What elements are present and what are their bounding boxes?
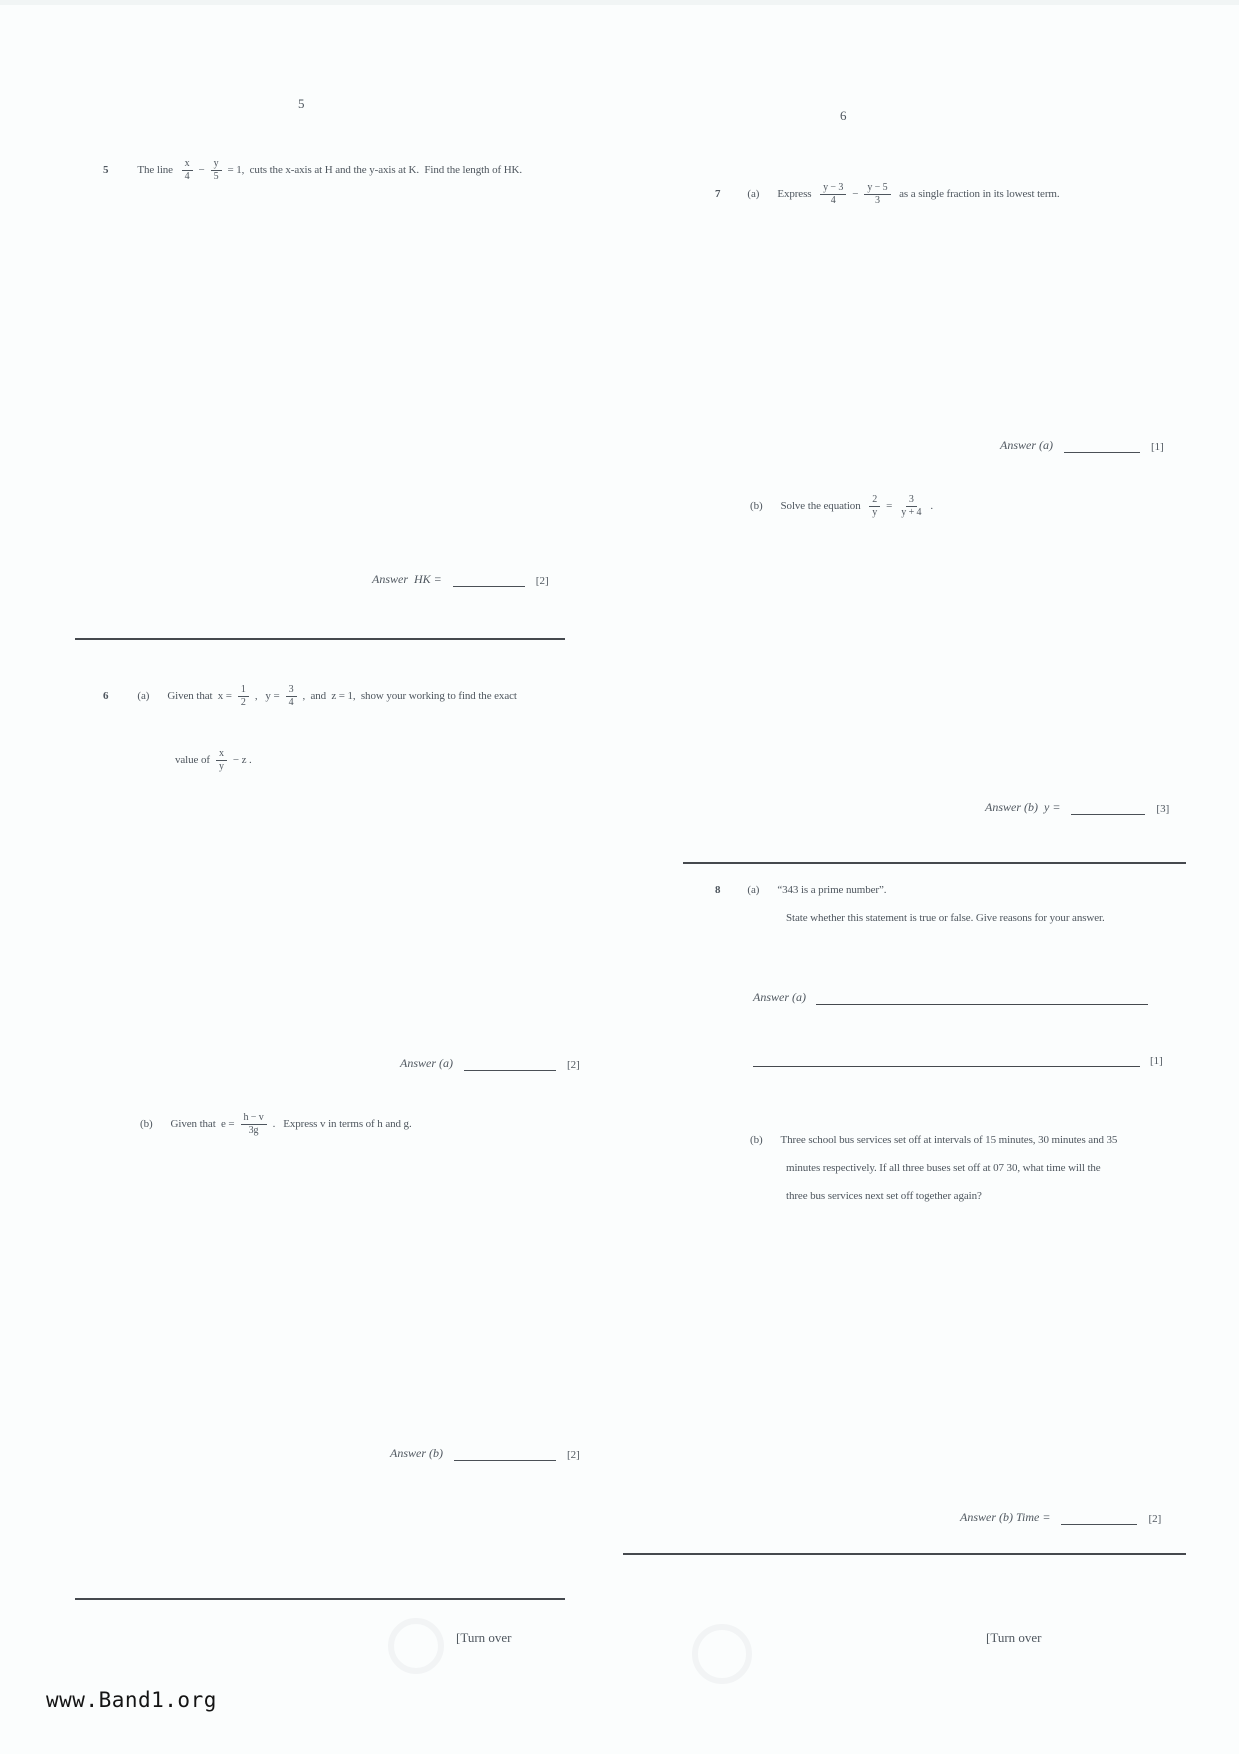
fraction-numerator: 3 xyxy=(906,494,917,507)
question-6a-text: value of xyxy=(175,754,210,766)
question-6-number: 6 xyxy=(103,690,109,702)
fraction-denominator: 3 xyxy=(874,194,880,206)
question-7a-text: Express xyxy=(777,188,815,200)
answer-label: Answer (b) Time = xyxy=(960,1510,1051,1524)
section-divider xyxy=(683,862,1186,864)
marks-badge: [2] xyxy=(535,575,549,587)
answer-label: Answer (a) xyxy=(400,1056,453,1070)
scan-artifact-ring xyxy=(692,1624,752,1684)
answer-row-q6b xyxy=(390,1446,580,1461)
answer-label: Answer (a) xyxy=(753,990,806,1004)
turn-over-label: [Turn over xyxy=(986,1630,1042,1645)
fraction xyxy=(286,684,297,708)
answer-blank xyxy=(454,1446,556,1461)
minus-operator: − xyxy=(198,164,205,176)
watermark: www.Band1.org xyxy=(46,1688,217,1712)
fraction-denominator: 4 xyxy=(288,696,294,708)
answer-row-q6a xyxy=(400,1056,580,1071)
marks-badge: [3] xyxy=(1156,803,1170,815)
question-6a-text: , and z = 1, show your working to find the exact xyxy=(302,690,517,702)
question-7b xyxy=(750,494,933,518)
fraction xyxy=(216,748,227,772)
fraction xyxy=(864,182,890,206)
question-8b-line3: three bus services next set off together again? xyxy=(786,1190,982,1202)
answer-blank xyxy=(1061,1510,1137,1525)
fraction-numerator: 3 xyxy=(286,684,297,697)
answer-row-q8b xyxy=(960,1510,1161,1525)
fraction-numerator: 2 xyxy=(869,494,880,507)
fraction-numerator: 1 xyxy=(238,684,249,697)
fraction-denominator: 4 xyxy=(184,170,190,182)
question-6b xyxy=(140,1112,412,1136)
answer-label: Answer (b) xyxy=(390,1446,443,1460)
marks-badge: [1] xyxy=(1151,441,1164,453)
question-6a-line1 xyxy=(103,684,517,708)
question-8a-line2: State whether this statement is true or false. Give reasons for your answer. xyxy=(786,912,1105,924)
answer-blank xyxy=(1064,438,1140,453)
answer-blank xyxy=(753,1050,1140,1067)
fraction xyxy=(820,182,846,206)
marks-badge: [2] xyxy=(567,1059,580,1071)
answer-blank xyxy=(816,988,1148,1005)
turn-over-label: [Turn over xyxy=(456,1630,512,1645)
question-8a-text: “343 is a prime number”. xyxy=(777,884,887,896)
question-5-text: = 1, cuts the x-axis at H and the y-axis at K. Find the length of HK. xyxy=(227,164,523,176)
fraction-numerator: h − v xyxy=(241,1112,267,1125)
fraction-numerator: x xyxy=(216,748,227,761)
section-divider xyxy=(75,1598,565,1600)
question-6b-text: Given that e = xyxy=(170,1118,235,1130)
question-8b-text: Three school bus services set off at intervals of 15 minutes, 30 minutes and 35 xyxy=(780,1134,1118,1146)
fraction xyxy=(211,158,222,182)
question-6a-line2 xyxy=(175,748,252,772)
section-divider xyxy=(623,1553,1186,1555)
question-8a-line1 xyxy=(715,884,886,896)
part-b-label: (b) xyxy=(140,1118,153,1130)
question-7a-text: as a single fraction in its lowest term. xyxy=(896,188,1060,200)
right-page-number: 6 xyxy=(840,108,847,123)
fraction xyxy=(241,1112,267,1136)
fraction-denominator: 2 xyxy=(240,696,246,708)
question-8b-line2: minutes respectively. If all three buses set off at 07 30, what time will the xyxy=(786,1162,1101,1174)
answer-row-q8a-line1 xyxy=(753,988,1148,1005)
answer-blank xyxy=(453,572,525,587)
part-b-label: (b) xyxy=(750,500,763,512)
fraction-denominator: 3g xyxy=(248,1124,259,1136)
answer-label: Answer HK = xyxy=(372,572,442,586)
answer-label: Answer (a) xyxy=(1000,438,1053,452)
fraction-denominator: 4 xyxy=(830,194,836,206)
fraction-denominator: y + 4 xyxy=(901,506,922,518)
answer-blank xyxy=(464,1056,556,1071)
marks-badge: [2] xyxy=(567,1449,580,1461)
minus-operator: − xyxy=(852,188,859,200)
question-5-lead: The line xyxy=(137,164,176,176)
section-divider xyxy=(75,638,565,640)
part-a-label: (a) xyxy=(747,884,760,896)
answer-row-q7b xyxy=(985,800,1169,815)
fraction-numerator: x xyxy=(182,158,193,171)
question-7-number: 7 xyxy=(715,188,721,200)
answer-row-q5 xyxy=(372,572,549,587)
question-8-number: 8 xyxy=(715,884,721,896)
question-5-number: 5 xyxy=(103,164,109,176)
answer-blank xyxy=(1071,800,1145,815)
fraction-denominator: 5 xyxy=(213,170,219,182)
question-7b-text: Solve the equation xyxy=(780,500,864,512)
question-8b-line1 xyxy=(750,1134,1117,1146)
question-5 xyxy=(103,158,522,182)
fraction-denominator: y xyxy=(218,760,224,772)
part-a-label: (a) xyxy=(137,690,150,702)
question-6b-text: . Express v in terms of h and g. xyxy=(272,1118,412,1130)
question-6a-text: Given that x = xyxy=(167,690,232,702)
fraction-numerator: y − 5 xyxy=(864,182,890,195)
marks-badge: [1] xyxy=(1150,1055,1163,1067)
fraction-numerator: y − 3 xyxy=(820,182,846,195)
question-6a-text: − z . xyxy=(232,754,252,766)
answer-row-q7a xyxy=(1000,438,1164,453)
question-7b-text: . xyxy=(930,500,934,512)
marks-badge: [2] xyxy=(1148,1513,1162,1525)
fraction-denominator: y xyxy=(872,506,878,518)
question-7a xyxy=(715,182,1060,206)
equals-operator: = xyxy=(886,500,893,512)
scan-artifact-ring xyxy=(388,1618,444,1674)
fraction xyxy=(869,494,880,518)
part-b-label: (b) xyxy=(750,1134,763,1146)
fraction xyxy=(182,158,193,182)
fraction xyxy=(238,684,249,708)
answer-row-q8a-line2 xyxy=(753,1050,1170,1067)
question-6a-text: , y = xyxy=(254,690,280,702)
answer-label: Answer (b) y = xyxy=(985,800,1061,814)
fraction-numerator: y xyxy=(211,158,222,171)
part-a-label: (a) xyxy=(747,188,760,200)
left-page-number: 5 xyxy=(298,96,305,111)
fraction xyxy=(898,494,924,518)
